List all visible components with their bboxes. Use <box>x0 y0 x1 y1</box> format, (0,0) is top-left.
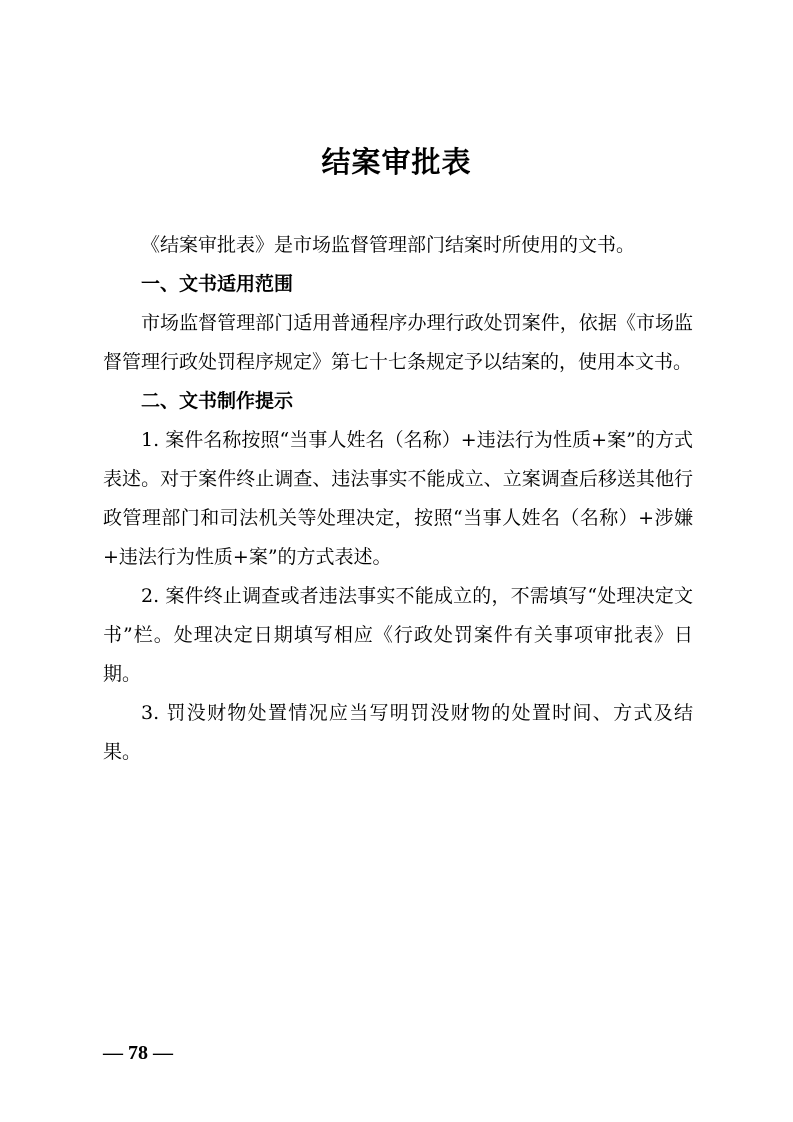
page-number: — 78 — <box>103 1042 173 1064</box>
document-title: 结案审批表 <box>321 145 472 179</box>
tip-paragraph-3: 3. 罚没财物处置情况应当写明罚没财物的处置时间、方式及结果。 <box>103 702 693 763</box>
tip-paragraph-1: 1. 案件名称按照“当事人姓名（名称）+违法行为性质+案”的方式表述。对于案件终止调查、违法事实不能成立、立案调查后移送其他行政管理部门和司法机关等处理决定，按照“当事人姓名（名称）+涉嫌+违法行为性质+案”的方式表述。 <box>103 429 693 568</box>
intro-paragraph: 《结案审批表》是市场监督管理部门结案时所使用的文书。 <box>141 234 636 256</box>
section-heading-scope: 一、文书适用范围 <box>141 273 294 295</box>
tip-paragraph-2: 2. 案件终止调查或者违法事实不能成立的，不需填写“处理决定文书”栏。处理决定日期填写相应《行政处罚案件有关事项审批表》日期。 <box>103 585 693 685</box>
scope-paragraph: 市场监督管理部门适用普通程序办理行政处罚案件，依据《市场监督管理行政处罚程序规定》第七十七条规定予以结案的，使用本文书。 <box>103 312 693 373</box>
section-heading-tips: 二、文书制作提示 <box>141 390 294 412</box>
document-body <box>103 226 693 772</box>
